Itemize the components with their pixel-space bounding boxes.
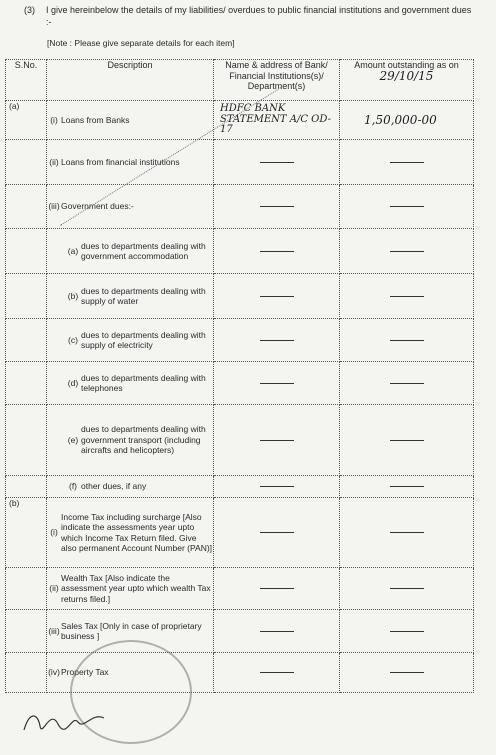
nil-dash [260,206,294,207]
row-amount [340,610,474,653]
row-amount [340,405,474,476]
nil-dash [390,532,424,533]
row-number: (iv) [48,667,60,678]
row-text: dues to departments dealing with supply of water [81,285,206,306]
row-sno [6,610,47,653]
header-bank: Name & address of Bank/ Financial Institutions(s)/ Department(s) [214,60,340,101]
row-text: Property Tax [61,667,109,678]
row-amount [340,362,474,405]
row-bank [214,274,340,319]
row-amount [340,274,474,319]
row-subletter: (b) [67,290,79,301]
row-text: dues to departments dealing with supply of electricity [81,329,206,350]
row-bank [214,653,340,693]
table-row [6,274,474,319]
row-text: dues to departments dealing with government transport (including aircrafts and helicopters) [81,424,206,456]
table-row [6,476,474,498]
row-amount [340,140,474,185]
nil-dash [260,440,294,441]
nil-dash [260,672,294,673]
nil-dash [260,588,294,589]
signature-mark [20,700,110,740]
intro-text: I give hereinbelow the details of my liabilities/ overdues to public financial institutions and government dues :- [46,5,472,27]
row-amount [340,185,474,229]
row-sno: (a) [6,101,47,140]
row-amount [340,568,474,610]
nil-dash [390,206,424,207]
table-row [6,405,474,476]
header-description: Description [47,60,214,101]
row-sno [6,362,47,405]
row-bank [214,229,340,274]
row-number: (iii) [48,625,60,636]
row-description [47,101,214,140]
table-row [6,185,474,229]
row-description [47,568,214,610]
nil-dash [390,440,424,441]
nil-dash [260,486,294,487]
row-bank [214,362,340,405]
row-text: Sales Tax [Only in case of proprietary business ] [61,620,202,641]
table-row [6,498,474,568]
row-subletter: (a) [67,245,79,256]
row-bank [214,185,340,229]
row-description [47,362,214,405]
row-number: (ii) [49,156,59,167]
nil-dash [260,383,294,384]
row-sno [6,274,47,319]
row-text: Loans from Banks [61,114,130,125]
liabilities-table [5,59,474,693]
row-text: Income Tax including surcharge [Also indicate the assessments year upto which Income Tax Return filed. Give also permanent Account Number (PAN)] [61,511,213,553]
row-bank [214,498,340,568]
row-text: dues to departments dealing with telephones [81,372,206,393]
row-sno [6,476,47,498]
row-text: dues to departments dealing with government accommodation [81,240,206,261]
header-sno: S.No. [6,60,47,101]
row-bank [214,101,340,140]
nil-dash [390,631,424,632]
row-sno [6,229,47,274]
nil-dash [260,631,294,632]
row-sno [6,653,47,693]
row-bank [214,319,340,362]
row-bank [214,568,340,610]
table-row [6,319,474,362]
row-subletter: (e) [67,434,79,445]
row-amount [340,476,474,498]
row-description [47,274,214,319]
row-text: Loans from financial institutions [61,156,180,167]
row-bank [214,405,340,476]
row-number: (i) [50,527,58,538]
nil-dash [260,251,294,252]
row-subletter: (c) [68,334,78,345]
row-sno [6,140,47,185]
nil-dash [390,672,424,673]
row-bank [214,610,340,653]
row-amount [340,319,474,362]
intro-number: (3) [24,5,35,15]
header-amount-date: 29/10/15 [379,68,434,83]
row-text: Government dues:- [61,201,134,212]
row-sno [6,405,47,476]
header-row [6,60,474,101]
nil-dash [390,383,424,384]
row-amount [340,229,474,274]
nil-dash [390,588,424,589]
row-subletter: (f) [68,481,78,492]
nil-dash [260,162,294,163]
header-amount [340,60,474,101]
table-row [6,229,474,274]
row-bank [214,140,340,185]
row-bank [214,476,340,498]
table-row [6,140,474,185]
nil-dash [390,296,424,297]
nil-dash [390,251,424,252]
nil-dash [390,486,424,487]
row-number: (ii) [49,583,59,594]
row-number: (i) [50,114,58,125]
row-text: Wealth Tax [Also indicate the assessment year upto which wealth Tax returns filed.] [61,572,211,604]
row-sno [6,568,47,610]
nil-dash [390,162,424,163]
row-subletter: (d) [67,377,79,388]
row-amount [340,101,474,140]
row-description [47,476,214,498]
row-description [47,405,214,476]
nil-dash [260,340,294,341]
table-row [6,362,474,405]
table-row [6,610,474,653]
nil-dash [260,532,294,533]
row-description [47,319,214,362]
amount-handwritten: 1,50,000-00 [364,112,437,127]
table-row [6,568,474,610]
nil-dash [390,340,424,341]
row-description [47,229,214,274]
row-sno [6,185,47,229]
row-text: other dues, if any [81,481,147,492]
header-amount-label: Amount outstanding as on [354,60,459,70]
table-row [6,101,474,140]
row-sno [6,319,47,362]
row-description [47,185,214,229]
note-text: [Note : Please give separate details for each item] [47,38,235,48]
bank-name-handwritten: HDFC BANK STATEMENT A/C OD-17 [220,103,331,136]
row-sno: (b) [6,498,47,568]
row-number: (iii) [48,201,60,212]
nil-dash [260,296,294,297]
row-amount [340,653,474,693]
row-description [47,498,214,568]
row-amount [340,498,474,568]
